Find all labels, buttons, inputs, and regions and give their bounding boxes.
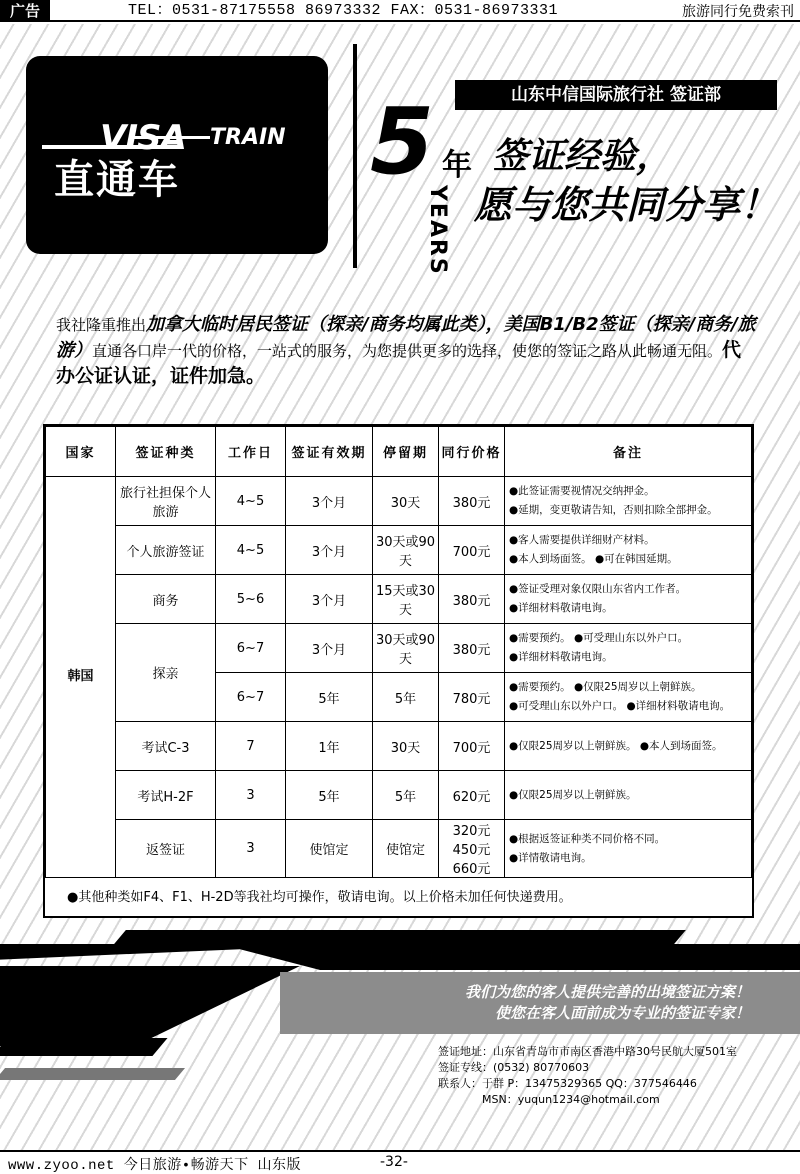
stay: 5年	[373, 673, 439, 722]
price: 780元	[439, 673, 505, 722]
note-line: ●需要预约。 ●可受理山东以外户口。	[509, 632, 689, 644]
table-row	[46, 575, 752, 624]
header-contact: TEL：0531-87175558 86973332 FAX：0531-86973331	[128, 2, 559, 19]
visa-type: 返签证	[116, 820, 216, 878]
work-days: 5~6	[216, 575, 286, 624]
validity: 1年	[286, 722, 373, 771]
visa-address: 签证地址：山东省青岛市市南区香港中路30号民航大厦501室	[438, 1045, 737, 1058]
note-line: ●仅限25周岁以上朝鲜族。	[509, 788, 637, 801]
page-number: -32-	[380, 1154, 408, 1170]
intro-highlight: 加拿大临时居民签证（探亲/商务均属此类），美国B1/B2签证（探亲/商务/旅游）	[56, 314, 756, 361]
note-line: ●延期，变更敬请告知，否则扣除全部押金。	[509, 504, 718, 516]
decorative-slant	[0, 1038, 168, 1056]
price: 620元	[439, 771, 505, 820]
visa-type: 个人旅游签证	[116, 526, 216, 575]
note-line: ●可受理山东以外户口。 ●详细材料敬请电询。	[509, 700, 731, 712]
header-stay: 停留期	[373, 427, 439, 477]
table-row	[46, 820, 752, 878]
vertical-divider	[353, 44, 357, 268]
note-line: ●仅限25周岁以上朝鲜族。 ●本人到场面签。	[509, 739, 723, 752]
stay: 30天或90天	[373, 526, 439, 575]
promo-banner	[280, 972, 800, 1034]
work-days: 7	[216, 722, 286, 771]
validity: 3个月	[286, 624, 373, 673]
visa-phone: 签证专线：(0532) 80770603	[438, 1061, 590, 1074]
promo-line-1: 我们为您的客人提供完善的出境签证方案！	[464, 983, 750, 1001]
validity: 5年	[286, 673, 373, 722]
intro-paragraph	[56, 312, 756, 390]
table-footnote: ●其他种类如F4、F1、H-2D等我社均可操作，敬请电询。以上价格未加任何快递费用。	[67, 890, 572, 905]
stay: 15天或30天	[373, 575, 439, 624]
stay: 使馆定	[373, 820, 439, 878]
stay: 30天	[373, 722, 439, 771]
intro-body: 直通各口岸一代的价格，一站式的服务，为您提供更多的选择，使您的签证之路从此畅通无阻。	[92, 342, 723, 360]
price: 380元	[439, 624, 505, 673]
notes	[505, 722, 752, 771]
stay: 30天或90天	[373, 624, 439, 673]
table-row	[46, 526, 752, 575]
validity: 3个月	[286, 526, 373, 575]
note-line: ●签证受理对象仅限山东省内工作者。	[509, 583, 687, 595]
years-number: 5	[370, 88, 435, 195]
note-line: ●需要预约。 ●仅限25周岁以上朝鲜族。	[509, 681, 702, 693]
header-validity: 签证有效期	[286, 427, 373, 477]
intro-urgent: 代办公证认证，证件加急。	[56, 339, 742, 387]
ad-tag: 广告	[0, 0, 50, 22]
decorative-stripe	[114, 930, 686, 944]
header-visa-type: 签证种类	[116, 427, 216, 477]
work-days: 4~5	[216, 526, 286, 575]
note-line: ●本人到场面签。 ●可在韩国延期。	[509, 553, 678, 565]
table-row	[46, 624, 752, 673]
note-line: ●根据返签证种类不同价格不同。	[509, 832, 666, 845]
work-days: 6~7	[216, 673, 286, 722]
stay: 5年	[373, 771, 439, 820]
work-days: 6~7	[216, 624, 286, 673]
note-line: ●客人需要提供详细财产材料。	[509, 534, 655, 546]
work-days: 3	[216, 771, 286, 820]
header-work-days: 工作日	[216, 427, 286, 477]
table-row	[46, 771, 752, 820]
visa-type: 探亲	[116, 624, 216, 722]
price: 320元 450元 660元	[439, 820, 505, 878]
visa-type: 商务	[116, 575, 216, 624]
msn-contact: MSN：yuqun1234@hotmail.com	[482, 1093, 660, 1106]
agency-name-banner: 山东中信国际旅行社 签证部	[455, 80, 777, 110]
years-char: 年	[442, 148, 472, 183]
train-logo-text: TRAIN	[210, 125, 286, 150]
decorative-slant	[0, 1068, 185, 1080]
visa-logo-text: VISA	[100, 118, 186, 158]
visa-type: 旅行社担保个人旅游	[116, 477, 216, 526]
notes	[505, 771, 752, 820]
table-row	[46, 477, 752, 526]
header-notes: 备注	[505, 427, 752, 477]
visa-type: 考试H-2F	[116, 771, 216, 820]
visa-price-table	[43, 424, 754, 918]
notes	[505, 673, 752, 722]
promo-line-2: 使您在客人面前成为专业的签证专家！	[494, 1004, 750, 1022]
note-line: ●详情敬请电询。	[509, 851, 592, 864]
contact-person: 联系人：于群 P：13475329365 QQ：377546446	[438, 1077, 697, 1090]
visa-type: 考试C-3	[116, 722, 216, 771]
validity: 使馆定	[286, 820, 373, 878]
years-english: YEARS	[425, 185, 450, 276]
top-bar	[0, 0, 800, 22]
validity: 3个月	[286, 477, 373, 526]
validity: 5年	[286, 771, 373, 820]
bottom-bar	[0, 1150, 800, 1172]
notes	[505, 575, 752, 624]
price: 700元	[439, 526, 505, 575]
notes	[505, 624, 752, 673]
note-line: ●详细材料敬请电询。	[509, 651, 613, 663]
table-row	[46, 722, 752, 771]
price: 380元	[439, 477, 505, 526]
stay: 30天	[373, 477, 439, 526]
slogan-line-2: 愿与您共同分享！	[474, 183, 779, 227]
logo-chinese-text: 直通车	[54, 157, 180, 203]
notes	[505, 820, 752, 878]
publication-name: 旅游同行免费索刊	[682, 4, 794, 20]
footer-site: www.zyoo.net 今日旅游•畅游天下 山东版	[8, 1158, 302, 1174]
header-price: 同行价格	[439, 427, 505, 477]
intro-lead: 我社隆重推出	[56, 316, 147, 334]
note-line: ●此签证需要视情况交纳押金。	[509, 485, 655, 497]
note-line: ●详细材料敬请电询。	[509, 602, 613, 614]
notes	[505, 526, 752, 575]
price: 380元	[439, 575, 505, 624]
header-country: 国家	[46, 427, 116, 477]
slogan-line-1: 签证经验，	[492, 136, 673, 177]
work-days: 3	[216, 820, 286, 878]
price: 700元	[439, 722, 505, 771]
work-days: 4~5	[216, 477, 286, 526]
contact-info	[438, 1044, 737, 1108]
notes	[505, 477, 752, 526]
validity: 3个月	[286, 575, 373, 624]
country-cell: 韩国	[46, 477, 116, 878]
